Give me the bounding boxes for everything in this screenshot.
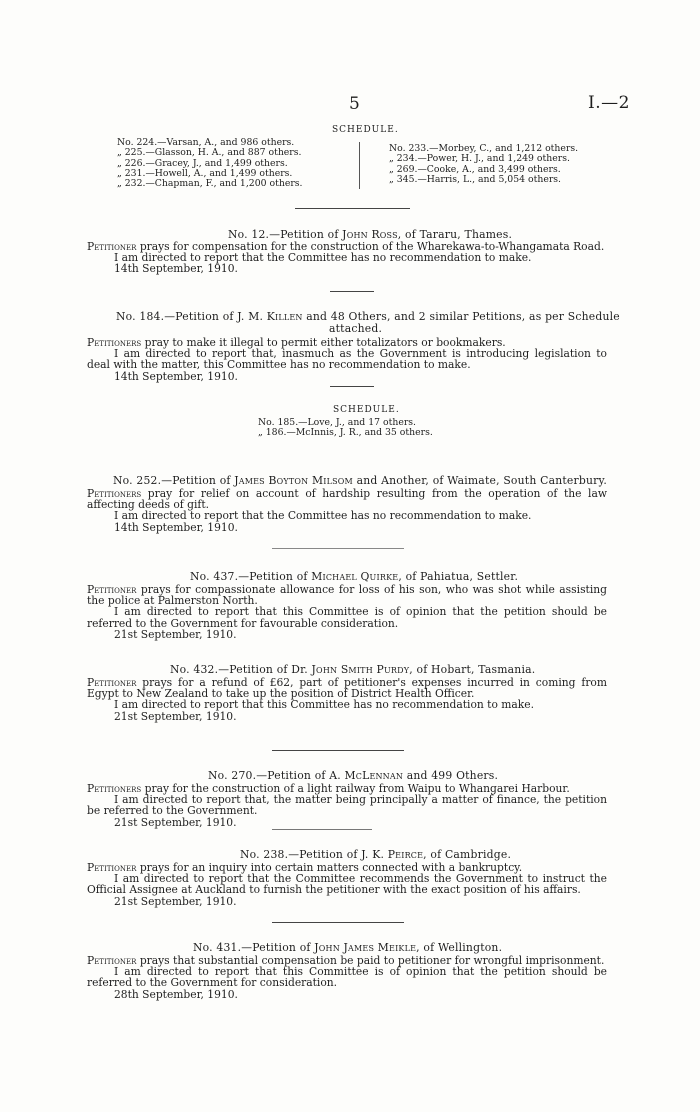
petition-body: Petitioners pray to make it illegal to permit either totalizators or bookmakers. I am directed to report that, inasmuch as the Government is introducing legislation to deal with the matter, this Committee has no recommendation to make. 14th September, 1910. [87,336,607,383]
petition-body: Petitioner prays for a refund of £62, part of petitioner's expenses incurred in coming from Egypt to New Zealand to take up the position of District Health Officer. I am directed to report that this Committee has no recommendation to make. 21st September, 1910. [87,676,607,723]
schedule-entry: „ 234.—Power, H. J., and 1,249 others. [389,153,570,165]
schedule-list [258,418,433,439]
schedule-entry: No. 233.—Morbey, C., and 1,212 others. [389,143,579,154]
schedule-entry: „ 345.—Harris, L., and 5,054 others. [389,173,562,185]
petition-title: No. 270.—Petition of A. McLennan and 499 Others. [208,769,499,782]
schedule-heading: SCHEDULE. [333,405,400,415]
section-rule [330,386,374,387]
petition-title: No. 12.—Petition of John Ross, of Tararu, Thames. [228,228,513,241]
petition-body: Petitioner prays for compassionate allowance for loss of his son, who was shot while assisting the police at Palmerston North. I am directed to report that this Committee is of opinion that the petition should be referred to the Government for favourable consideration. 21st September, 1910. [87,583,607,641]
page-number: 5 [349,94,360,114]
petition-body: Petitioner prays that substantial compensation be paid to petitioner for wrongful imprisonment. I am directed to report that this Committee is of opinion that the petition should be referred to the Government for consideration. 28th September, 1910. [87,954,607,1001]
petition-title: No. 238.—Petition of J. K. Peirce, of Cambridge. [240,848,512,861]
petition-title-continued: attached. [329,322,383,335]
schedule-divider [359,142,360,189]
petition-title: No. 184.—Petition of J. M. Killen and 48 Others, and 2 similar Petitions, as per Schedule [116,310,620,323]
schedule-entry: No. 224.—Varsan, A., and 986 others. [117,137,295,148]
schedule-entry: „ 186.—McInnis, J. R., and 35 others. [258,427,433,439]
section-rule [330,291,374,292]
schedule-entry: „ 225.—Glasson, H. A., and 887 others. [117,147,302,159]
petition-title: No. 432.—Petition of Dr. John Smith Purdy, of Hobart, Tasmania. [170,663,536,676]
schedule-entry: „ 232.—Chapman, F., and 1,200 others. [117,178,303,190]
petition-title: No. 431.—Petition of John James Meikle, of Wellington. [193,941,503,954]
section-rule [295,208,410,209]
section-rule [272,829,372,830]
schedule-entry: „ 269.—Cooke, A., and 3,499 others. [389,163,561,175]
schedule-heading: SCHEDULE. [332,125,399,135]
schedule-right-column [389,144,578,185]
petition-title: No. 252.—Petition of James Boyton Milsom and Another, of Waimate, South Canterbury. [113,474,607,487]
section-rule [272,548,404,549]
petition-title: No. 437.—Petition of Michael Quirke, of Pahiatua, Settler. [190,570,519,583]
section-rule [272,922,404,923]
petition-body: Petitioners pray for relief on account of hardship resulting from the operation of the law affecting deeds of gift. I am directed to report that the Committee has no recommendation to make. 14th September, 1910. [87,487,607,534]
schedule-entry: No. 185.—Love, J., and 17 others. [258,417,416,428]
schedule-entry: „ 226.—Gracey, J., and 1,499 others. [117,157,288,169]
document-reference: I.—2 [588,93,630,113]
section-rule [272,750,404,751]
petition-body: Petitioner prays for compensation for the construction of the Wharekawa-to-Whangamata Road. I am directed to report that the Committee has no recommendation to make. 14th September, 1910. [87,240,605,276]
schedule-entry: „ 231.—Howell, A., and 1,499 others. [117,167,293,179]
petition-body: Petitioner prays for an inquiry into certain matters connected with a bankruptcy. I am directed to report that the Committee recommends the Government to instruct the Official Assignee at Auckland to furnish the petitioner with the exact position of his affairs. 21st September, 1910. [87,861,607,908]
petition-body: Petitioners pray for the construction of a light railway from Waipu to Whangarei Harbour. I am directed to report that, the matter being principally a matter of finance, the petition be referred to the Government. 21st September, 1910. [87,782,607,829]
schedule-left-column [117,138,303,189]
